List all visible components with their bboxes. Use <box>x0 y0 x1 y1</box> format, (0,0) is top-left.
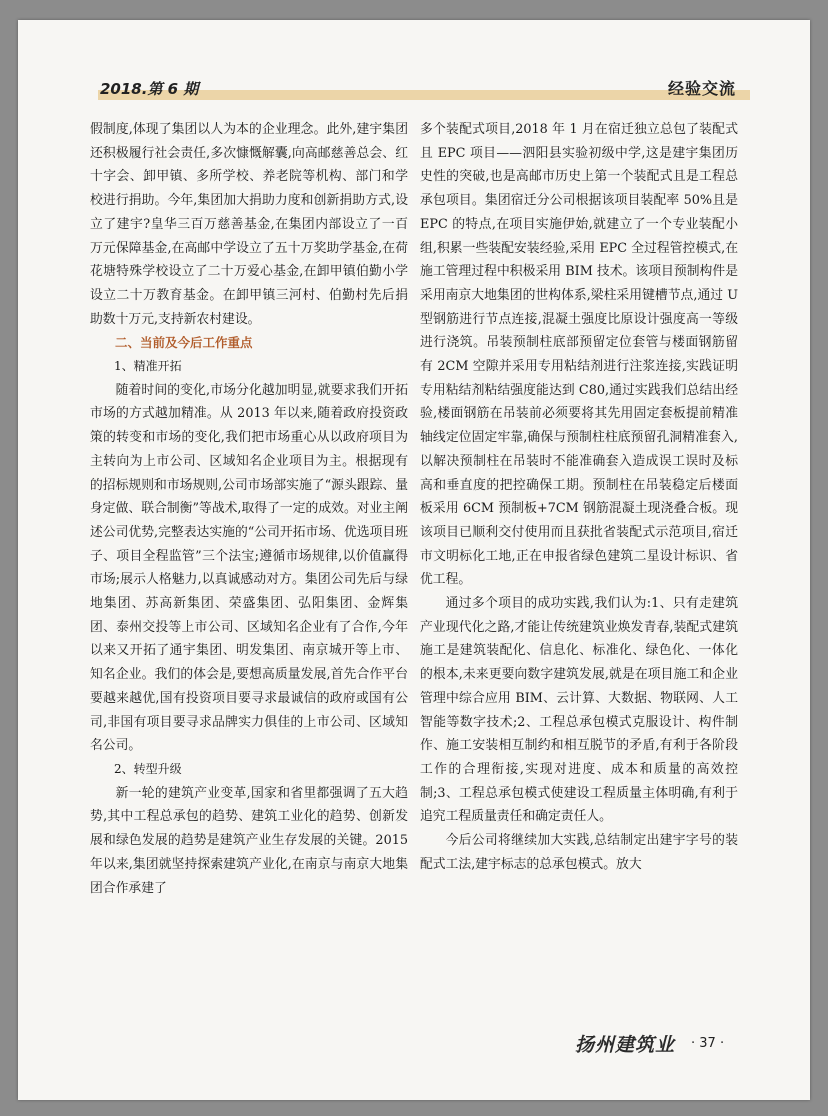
page-number: · 37 · <box>691 1036 725 1051</box>
page-footer <box>575 1030 735 1060</box>
paragraph: 通过多个项目的成功实践,我们认为:1、只有走建筑产业现代化之路,才能让传统建筑业焕发青春,装配式建筑施工是建筑装配化、信息化、标准化、绿色化、一体化的根本,未来更要向数字建筑发展,就是在项目施工和企业管理中综合应用 BIM、云计算、大数据、物联网、人工智能等数字技术;2、工程总承包模式克服设计、构件制作、施工安装相互制约和相互脱节的矛盾,有利于各阶段工作的合理衔接,实现对进度、成本和质量的高效控制;3、工程总承包模式使建设工程质量主体明确,有利于追究工程质量责任和确定责任人。 <box>420 596 738 825</box>
subsection-heading: 1、精准开拓 <box>114 359 182 374</box>
magazine-logo: 扬州建筑业 <box>575 1034 676 1056</box>
left-column <box>90 118 408 900</box>
section-label: 经验交流 <box>667 79 736 98</box>
right-column <box>420 118 738 877</box>
paragraph: 假制度,体现了集团以人为本的企业理念。此外,建宇集团还积极履行社会责任,多次慷慨解囊,向高邮慈善总会、红十字会、卸甲镇、多所学校、养老院等机构、部门和学校进行捐助。今年,集团加大捐助力度和创新捐助方式,设立了建宇?皇华三百万慈善基金,在集团内部设立了一百万元保障基金,在高邮中学设立了五十万奖助学基金,在荷花塘特殊学校设立了二十万爱心基金,在卸甲镇伯勤小学设立二十万教育基金。在卸甲镇三河村、伯勤村先后捐助数十万元,支持新农村建设。 <box>90 122 408 327</box>
paragraph: 今后公司将继续加大实践,总结制定出建宇字号的装配式工法,建宇标志的总承包模式。放大 <box>420 833 738 872</box>
paragraph: 新一轮的建筑产业变革,国家和省里都强调了五大趋势,其中工程总承包的趋势、建筑工业化的趋势、创新发展和绿色发展的趋势是建筑产业生存发展的关键。2015 年以来,集团就坚持探索建筑产业化,在南京与南京大地集团合作承建了 <box>90 785 408 896</box>
subsection-heading: 2、转型升级 <box>114 761 182 776</box>
paragraph: 多个装配式项目,2018 年 1 月在宿迁独立总包了装配式且 EPC 项目——泗阳县实验初级中学,这是建宇集团历史性的突破,也是高邮市历史上第一个装配式且是工程总承包项目。集团宿迁分公司根据该项目装配率 50%且是 EPC 的特点,在项目实施伊始,就建立了一个专业装配小组,积累一些装配安装经验,采用 EPC 全过程管控模式,在施工管理过程中积极采用 BIM 技术。该项目预制构件是采用南京大地集团的世构体系,梁柱采用键槽节点,通过 U 型钢筋进行节点连接,混凝土强度比原设计强度高一等级进行浇筑。吊装预制柱底部预留定位套管与楼面钢筋留有 2CM 空隙并采用专用粘结剂进行注浆连接,实践证明专用粘结剂粘结强度能达到 C80,通过实践我们总结出经验,楼面钢筋在吊装前必须要将其先用固定套板提前精准轴线定位固定牢靠,确保与预制柱柱底预留孔洞精准套入,以解决预制柱在吊装时不能准确套入造成误工误时及标高和垂直度的把控确保工期。预制柱在吊装稳定后楼面板采用 6CM 预制板+7CM 钢筋混凝土现浇叠合板。现该项目已顺利交付使用而且获批省装配式示范项目,宿迁市文明标化工地,正在申报省绿色建筑二星设计标识、省优工程。 <box>420 122 738 588</box>
page-header <box>98 78 750 100</box>
paragraph: 随着时间的变化,市场分化越加明显,就要求我们开拓市场的方式越加精准。从 2013 年以来,随着政府投资政策的转变和市场的变化,我们把市场重心从以政府项目为主转向为上市公司、区域知名企业项目为主。根据现有的招标规则和市场规则,公司市场部实施了“源头跟踪、量身定做、联合制衡”等战术,取得了一定的成效。对业主阐述公司优势,完整表达实施的“公司开拓市场、优选项目班子、项目全程监管”三个法宝;遵循市场规律,以价值赢得市场;展示人格魅力,以真诚感动对方。集团公司先后与绿地集团、苏高新集团、荣盛集团、弘阳集团、金辉集团、泰州交投等上市公司、区域知名企业有了合作,今年以来又开拓了通宇集团、明发集团、南京城开等上市、知名企业。我们的体会是,要想高质量发展,首先合作平台要越来越优,国有投资项目要寻求最诚信的政府或国有公司,非国有项目要寻求品牌实力俱佳的上市公司、区域知名公司。 <box>90 382 408 754</box>
section-heading: 二、当前及今后工作重点 <box>115 335 253 351</box>
issue-label: 2018.第 6 期 <box>100 80 199 98</box>
